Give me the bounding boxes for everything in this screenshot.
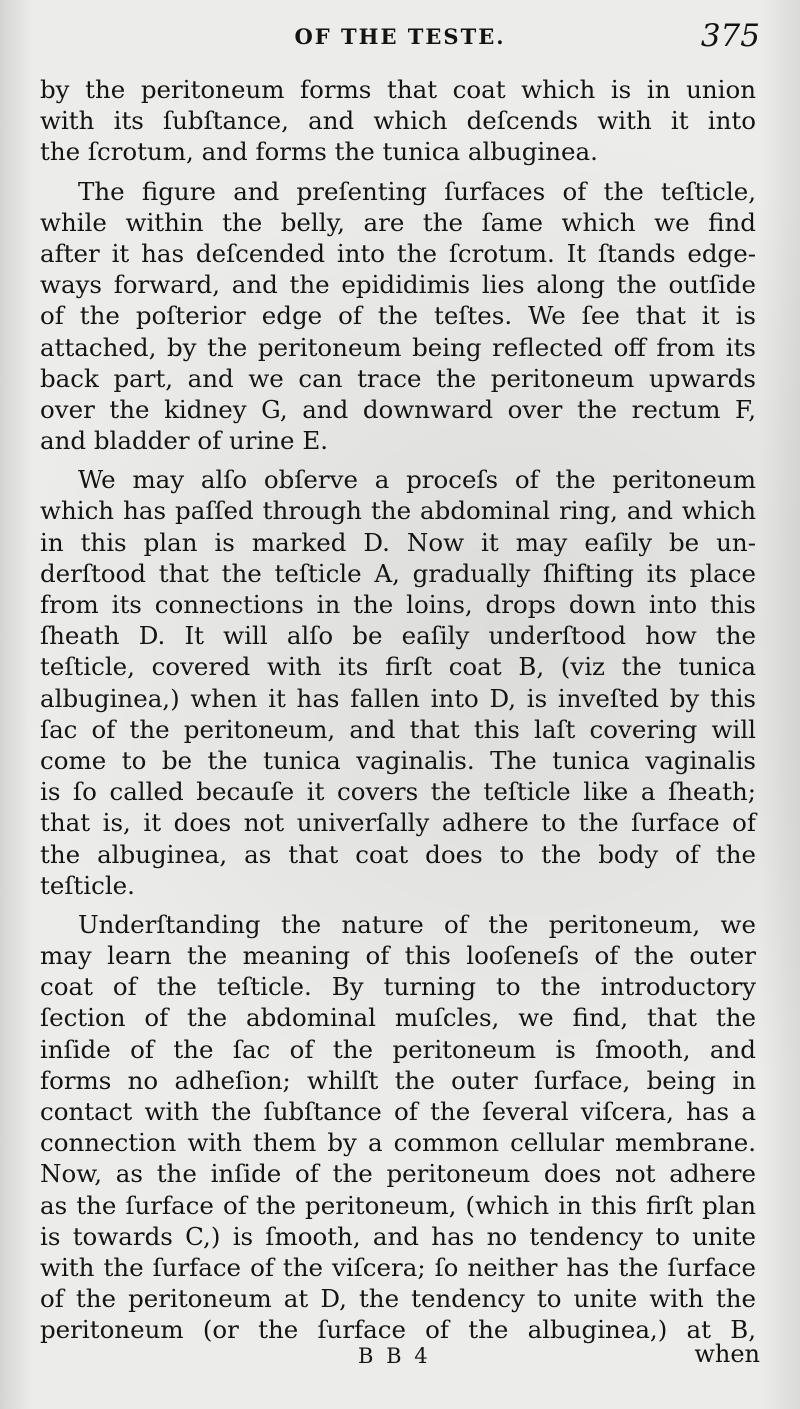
catchword: when bbox=[694, 1340, 760, 1368]
text-line: as the ſurface of the peritoneum, (which in this firſt plan bbox=[40, 1190, 756, 1220]
text-line: in this plan is marked D. Now it may eaſily be un- bbox=[40, 527, 756, 557]
text-line: teſticle. bbox=[40, 870, 135, 900]
text-line: from its connections in the loins, drops down into this bbox=[40, 590, 756, 619]
text-line: ſac of the peritoneum, and that this laſt covering will bbox=[40, 714, 756, 744]
text-line: back part, and we can trace the peritoneum upwards bbox=[40, 363, 756, 393]
text-line: which has paſſed through the abdominal ring, and which bbox=[40, 496, 756, 526]
text-line: albuginea,) when it has fallen into D, is inveſted by this bbox=[40, 683, 756, 713]
text-line: may learn the meaning of this looſeneſs of the outer bbox=[40, 941, 756, 971]
text-line: that is, it does not univerſally adhere to the ſurface of bbox=[40, 808, 756, 838]
text-line: teſticle, covered with its firſt coat B, (viz the tunica bbox=[40, 652, 756, 682]
text-line: and bladder of urine E. bbox=[40, 426, 329, 456]
text-line: connection with them by a common cellular membrane. bbox=[40, 1128, 756, 1158]
page-footer bbox=[40, 1338, 760, 1378]
signature-mark: B B 4 bbox=[358, 1344, 431, 1368]
text-line: Underſtanding the nature of the peritoneum, we bbox=[78, 909, 756, 939]
text-line: ways forward, and the epididimis lies along the outſide bbox=[40, 270, 756, 300]
text-line: The figure and preſenting ſurfaces of the teſticle, bbox=[78, 176, 756, 206]
paragraph-1 bbox=[40, 74, 756, 168]
page-body bbox=[40, 74, 756, 1354]
paragraph-3 bbox=[40, 464, 756, 901]
text-line: with its ſubſtance, and which deſcends with it into bbox=[40, 106, 756, 136]
text-line: inſide of the ſac of the peritoneum is ſmooth, and bbox=[40, 1034, 756, 1064]
text-line: come to be the tunica vaginalis. The tunica vaginalis bbox=[40, 745, 756, 775]
paragraph-2 bbox=[40, 176, 756, 457]
text-line: We may alſo obſerve a proceſs of the peritoneum bbox=[78, 465, 756, 495]
text-line: ſection of the abdominal muſcles, we find, that the bbox=[40, 1003, 756, 1033]
text-line: forms no adheſion; whilſt the outer ſurface, being in bbox=[40, 1065, 756, 1095]
page-number: 375 bbox=[700, 18, 760, 54]
text-line: by the peritoneum forms that coat which is in union bbox=[40, 75, 756, 104]
page-header bbox=[40, 18, 760, 58]
text-line: ſheath D. It will alſo be eaſily underſtood how the bbox=[40, 621, 756, 651]
text-line: of the peritoneum at D, the tendency to unite with the bbox=[40, 1284, 756, 1314]
text-line: is ſo called becauſe it covers the teſticle like a ſheath; bbox=[40, 777, 756, 807]
text-line: after it has deſcended into the ſcrotum. It ſtands edge- bbox=[40, 238, 756, 268]
text-line: while within the belly, are the ſame which we find bbox=[40, 207, 756, 237]
text-line: over the kidney G, and downward over the rectum F, bbox=[40, 394, 756, 424]
text-line: the ſcrotum, and forms the tunica albuginea. bbox=[40, 137, 598, 167]
text-line: of the poſterior edge of the teſtes. We ſee that it is bbox=[40, 301, 756, 331]
text-line: contact with the ſubſtance of the ſeveral viſcera, has a bbox=[40, 1097, 756, 1126]
text-line: with the ſurface of the viſcera; ſo neither has the ſurface bbox=[40, 1252, 756, 1282]
text-line: attached, by the peritoneum being reflected off from its bbox=[40, 332, 756, 362]
text-line: the albuginea, as that coat does to the body of the bbox=[40, 839, 756, 869]
running-head: OF THE TESTE. bbox=[294, 24, 506, 49]
text-line: coat of the teſticle. By turning to the introductory bbox=[40, 972, 756, 1002]
paragraph-4 bbox=[40, 909, 756, 1346]
text-line: peritoneum (or the ſurface of the albuginea,) at B, bbox=[40, 1315, 756, 1345]
text-line: derſtood that the teſticle A, gradually ſhifting its place bbox=[40, 558, 756, 588]
text-line: is towards C,) is ſmooth, and has no tendency to unite bbox=[40, 1221, 756, 1251]
text-line: Now, as the inſide of the peritoneum does not adhere bbox=[40, 1159, 756, 1189]
